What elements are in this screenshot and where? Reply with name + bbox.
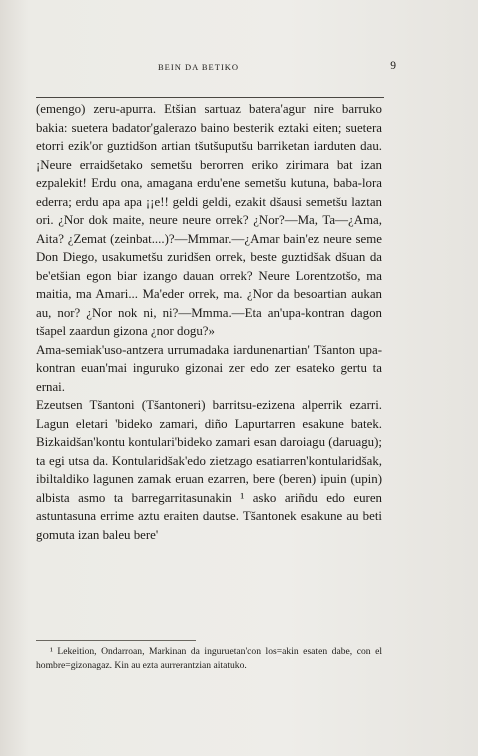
page-number: 9 — [390, 60, 396, 72]
main-text — [36, 100, 382, 544]
paragraph: Ezeutsen Tšantoni (Tšantoneri) barritsu-ezizena alperrik ezarri. Lagun eletari 'bideko zamari, diño Lapurtarren esakune batek. Bizkaidšan'kontu kontulari'bideko zamari esan daroiagu (daruagu); ta egi utsa da. Kontularidšak'edo zietzago esatiarren'kontularidšak, ibiltaldiko lagunen zamak eruan ezarren, bere (beren) ipuin (upin) albista asmo ta barregarritasunakin ¹ asko ariñdu edo euren astuntasuna errime aztu eraiten dautse. Tšantonek esakune au beti gomuta izan baleu bere' — [36, 398, 382, 542]
paragraph: (emengo) zeru-apurra. Etšian sartuaz batera'agur nire barruko bakia: suetera badator'galerazo baino besterik eztaki eiten; suetera etorri ezik'or guztidšon artian tšutšuputšu barriketan iarduten dau. ¡Neure erraidšetako semetšu berorren eriko zirimara bat izan ezpalekit! Erdu ona, amagana erdu'ene semetšu kutuna, baba-lora ederra; erdu apa apa ¡¡e!! geldi geldi, ezakit dšausi semetšu laztan ori. ¿Nor dok maite, neure neure orrek? ¿Nor?—Ma, Ta—¿Ama, Aita? ¿Zemat (zeinbat....)?—Mmmar.—¿Amar bain'ez neure seme Don Diego, usakumetšu zuridšen orrek, beste guztidšak dšuan da be'etšian egon biar izango dauan orrek? Neure Lorentzotšo, ma maitia, ma Amari... Ma'eder orrek, ma. ¿Nor da besoartian aukan au, nor? ¿Nor nok ni, ni?—Mmma.—Eta an'upa-kontran dagon tšapel zaardun gizona ¿nor dogu?» — [36, 102, 382, 338]
running-title: BEIN DA BETIKO — [158, 62, 240, 72]
header-rule — [36, 97, 384, 98]
footnote-text: ¹ Lekeition, Ondarroan, Markinan da inguruetan'con los=akin esaten dabe, con el hombre=gizonagaz. Kin au ezta aurrerantzian aitatuko. — [36, 646, 382, 671]
paragraph: Ama-semiak'uso-antzera urrumadaka iardunenartian' Tšanton upa-kontran euan'mai inguruko gizonai zer edo zer esateko gertu ta ernai. — [36, 342, 382, 394]
footnote-rule — [36, 640, 196, 641]
footnote — [36, 645, 382, 673]
page-header — [70, 60, 396, 76]
